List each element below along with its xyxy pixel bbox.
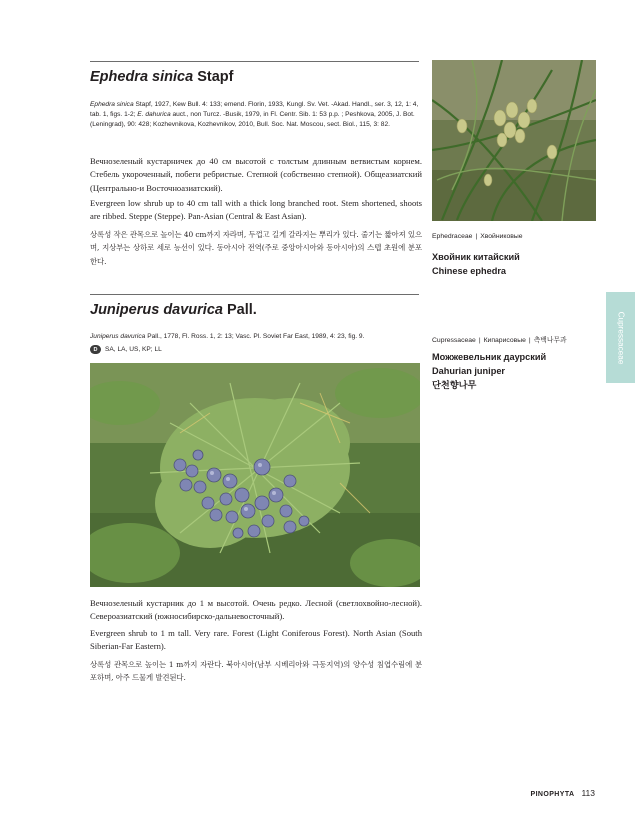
- entry2-distribution-text: SA, LA, US, KP; LL: [105, 346, 162, 353]
- entry2-description-ru: Вечнозеленый кустарник до 1 м высотой. Очень редко. Лесной (светлохвойно-лесной). Североазиатский (южносибирско-дальневосточный).: [90, 598, 422, 622]
- entry2-description-en: Evergreen shrub to 1 m tall. Very rare. Forest (Light Coniferous Forest). North Asian (South Siberian-Far Eastern).: [90, 628, 422, 652]
- entry2-citation: Juniperus davurica Pall., 1778, Fl. Ross. 1, 2: 13; Vasc. Pl. Soviet Far East, 1989, 4: 23, fig. 9.: [90, 333, 365, 340]
- page-number: 113: [581, 788, 595, 798]
- section-thumb-tab-label: Cupressaceae: [616, 311, 625, 364]
- section-thumb-tab: [606, 292, 635, 383]
- distribution-badge: D: [90, 345, 101, 354]
- entry1-family-latin: Ephedraceae: [432, 233, 473, 240]
- entry2-family-separator-1: |: [478, 337, 481, 344]
- entry2-family-russian: Кипарисовые: [483, 337, 526, 344]
- entry2-title: [90, 302, 257, 318]
- entry1-name-english: Chinese ephedra: [432, 266, 507, 276]
- entry2-author: Pall.: [227, 302, 257, 318]
- entry2-top-rule: [90, 294, 419, 295]
- entry1-top-rule: [90, 61, 419, 62]
- entry2-family: [432, 334, 567, 344]
- entry2-species-name: Juniperus davurica: [90, 302, 223, 318]
- entry1-family-russian: Хвойниковые: [480, 233, 523, 240]
- entry2-name-english: Dahurian juniper: [432, 366, 505, 376]
- entry1-description-en: Evergreen low shrub up to 40 cm tall with a thick long branched root. Stem shortened, shoots are ribbed. Steppe (Steppe). Pan-Asian (Central & East Asian).: [90, 198, 422, 222]
- page-footer: [531, 788, 595, 798]
- entry2-name-korean: 단천향나무: [432, 380, 477, 390]
- entry1-name-russian: Хвойник китайский: [432, 252, 520, 262]
- entry2-common-names: [432, 350, 546, 392]
- entry1-family-separator: |: [475, 233, 478, 240]
- entry1-description-ko: 상록성 작은 관목으로 높이는 40 cm까지 자라며, 두껍고 길게 갈라지는 뿌리가 있다. 줄기는 짧아져 있으며, 지상부는 상하로 세로 능선이 있다. 동아시아 전역(주로 중앙아시아와 동아시아)의 스텝 초원에 분포한다.: [90, 230, 422, 266]
- entry1-family: [432, 233, 523, 240]
- juniper-photo: [90, 363, 420, 587]
- entry2-family-korean: 측백나무과: [533, 337, 567, 344]
- entry2-description-ko: 상록성 관목으로 높이는 1 m까지 자란다. 북아시아(남부 시베리아와 극동지역)의 양수성 침엽수림에 분포하며, 아주 드물게 발견된다.: [90, 660, 422, 683]
- ephedra-photo: [432, 60, 596, 221]
- footer-section-name: PINOPHYTA: [530, 791, 575, 798]
- entry2-family-latin: Cupressaceae: [432, 337, 476, 344]
- entry2-distribution: [90, 345, 162, 354]
- entry2-name-russian: Можжевельник даурский: [432, 352, 547, 362]
- entry1-species-name: Ephedra sinica: [90, 69, 194, 85]
- entry2-family-separator-2: |: [528, 337, 531, 344]
- entry1-description-ru: Вечнозеленый кустарничек до 40 см высотой с толстым длинным ветвистым корнем. Стебель укороченный, побеги ребристые. Степной (собственно степной). Общеазиатский (Центрально-и Восточноазиатский).: [90, 156, 422, 193]
- entry1-citation: Ephedra sinica Stapf, 1927, Kew Bull. 4: 133; emend. Florin, 1933, Kungl. Sv. Vet. -Akad. Handl., ser. 3, 12, 1: 4, tab. 1, figs. 1-2; E. dahurica auct., non Turcz. -Busik, 1979, in Fl. Centr. Sib. 1: 53 p.p. ; Peshkova, 2005, J. Bot. (Leningrad), 90: 428; Kozhevnikova, Kozhevnikov, 2010, Bull. Soc. Nat. Moscou, sect. Biol., 115, 3: 82.: [90, 101, 419, 129]
- entry1-title: [90, 69, 233, 85]
- entry1-author: Stapf: [197, 69, 234, 85]
- entry1-common-names: [432, 250, 520, 278]
